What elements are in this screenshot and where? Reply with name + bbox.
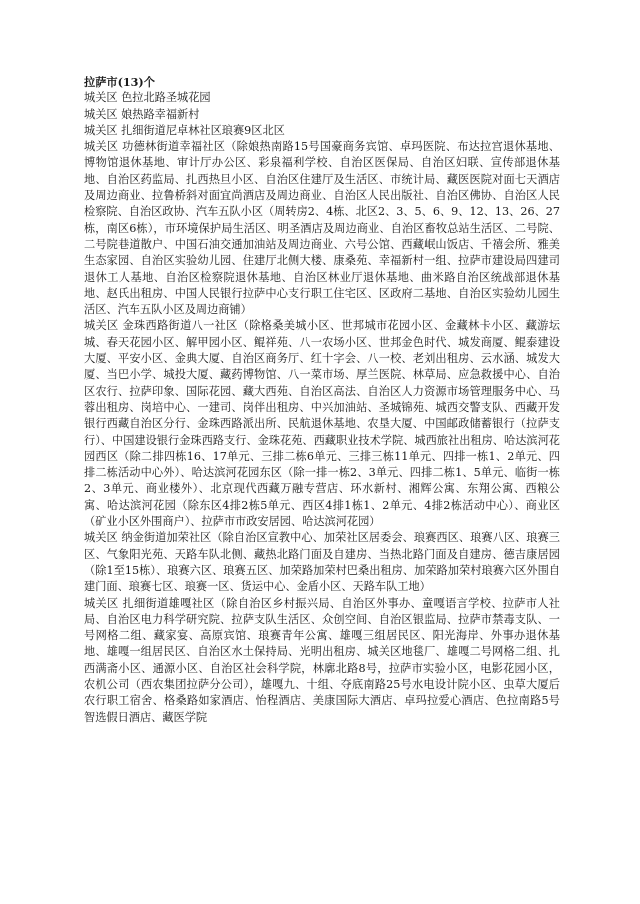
district-entry-4: 城关区 功德林街道幸福社区（除娘热南路15号国豪商务宾馆、卓玛医院、布达拉宫退休基地、博物馆退休基地、审计厅办公区、彩泉福利学校、自治区医保局、自治区妇联、宣传部退休基地、自治区药监局、扎西热旦小区、自治区住建厅及生活区、市统计局、藏医医院对面七天酒店及周边商业、拉鲁桥斜对面宜尚酒店及周边商业、自治区人民出版社、自治区佛协、自治区人民检察院、自治区政协、汽车五队小区（周转房2、4栋、北区2、3、5、6、9、12、13、26、27栋，南区6栋），市环境保护局生活区、明圣酒店及周边商业、自治区畜牧总站生活区、二号院、二号院巷道散户、中国石油交通加油站及周边商业、六号公馆、西藏岷山饭店、千禧会所、雅美生态家园、自治区实验幼儿园、住建厅北侧大楼、康桑苑、幸福新村一组、拉萨市建设局四建司退休工人基地、自治区检察院退休基地、自治区林业厅退休基地、曲米路自治区统战部退休基地、赵氏出租房、中国人民银行拉萨中心支行职工住宅区、区政府二基地、自治区实验幼儿园生活区、汽车五队小区及周边商铺） [84,140,560,317]
district-entry-1: 城关区 色拉北路圣城花园 [84,91,211,105]
document-title: 拉萨市(13)个 [84,75,155,89]
district-entry-6: 城关区 纳金街道加荣社区（除自治区宣教中心、加荣社区居委会、琅赛西区、琅赛八区、琅赛三区、气象阳光苑、天路车队北侧、藏热北路门面及自建房、当热北路门面及自建房、德吉康居园（除1至15栋）、琅赛六区、琅赛五区、加荣路加荣村巴桑出租房、加荣路加荣村琅赛六区外围自建门面、琅赛七区、琅赛一区、货运中心、金盾小区、天路车队工地） [84,531,560,594]
district-entry-7: 城关区 扎细街道雄嘎社区（除自治区乡村振兴局、自治区外事办、童嘎语言学校、拉萨市人社局、自治区电力科学研究院、拉萨支队生活区、众创空间、自治区银监局、拉萨市禁毒支队、一号网格二组、藏家宴、高原宾馆、琅赛青年公寓、雄嘎三组居民区、阳光海岸、外事办退休基地、雄嘎一组居民区、自治区水土保持局、光明出租房、城关区地毯厂、雄嘎二号网格二组、扎西满斋小区、通源小区、自治区社会科学院，林廓北路8号，拉萨市实验小区，电影花园小区，农机公司（西农集团拉萨分公司），雄嘎九、十组、夺底南路25号水电设计院小区、虫草大厦后农行职工宿舍、格桑路如家酒店、怡程酒店、美康国际大酒店、卓玛拉爱心酒店、色拉南路5号智选假日酒店、藏医学院 [84,596,560,724]
district-entry-3: 城关区 扎细街道尼卓林社区琅赛9区北区 [84,123,285,137]
document-page [84,74,560,726]
district-entry-5: 城关区 金珠西路街道八一社区（除格桑美城小区、世邦城市花园小区、金藏林卡小区、藏游坛城、春天花园小区、解甲园小区、鲲祥苑、八一农场小区、世邦金色时代、城发商厦、鲲泰建设大厦、平安小区、金典大厦、自治区商务厅、红十字会、八一校、老刘出租房、云水涵、城发大厦、当巴小学、城投大厦、藏药博物馆、八一菜市场、厚兰医院、林草局、应急救援中心、自治区农行、拉萨印象、国际花园、藏大西苑、自治区高法、自治区人力资源市场管理服务中心、马蓉出租房、岗培中心、一建司、岗伴出租房、中兴加油站、圣城锦苑、城西交警支队、西藏开发银行西藏自治区分行、金珠西路派出所、民航退休基地、农垦大厦、中国邮政储蓄银行（拉萨支行）、中国建设银行金珠西路支行、金珠花苑、西藏职业技术学院、城西旅社出租房、哈达滨河花园西区（除二排四栋16、17单元、三排二栋6单元、三排三栋11单元、四排一栋1、2单元、四排二栋活动中心外）、哈达滨河花园东区（除一排一栋2、3单元、四排二栋1、5单元、临街一栋2、3单元、商业楼外）、北京现代西藏万融专营店、环水新村、湘辉公寓、东翔公寓、西粮公寓、哈达滨河花园（除东区4排2栋5单元、西区4排1栋1、2单元、4排2栋活动中心）、商业区（矿业小区外围商户）、拉萨市市政安居园、哈达滨河花园） [84,319,560,529]
district-entry-2: 城关区 娘热路幸福新村 [84,107,200,121]
